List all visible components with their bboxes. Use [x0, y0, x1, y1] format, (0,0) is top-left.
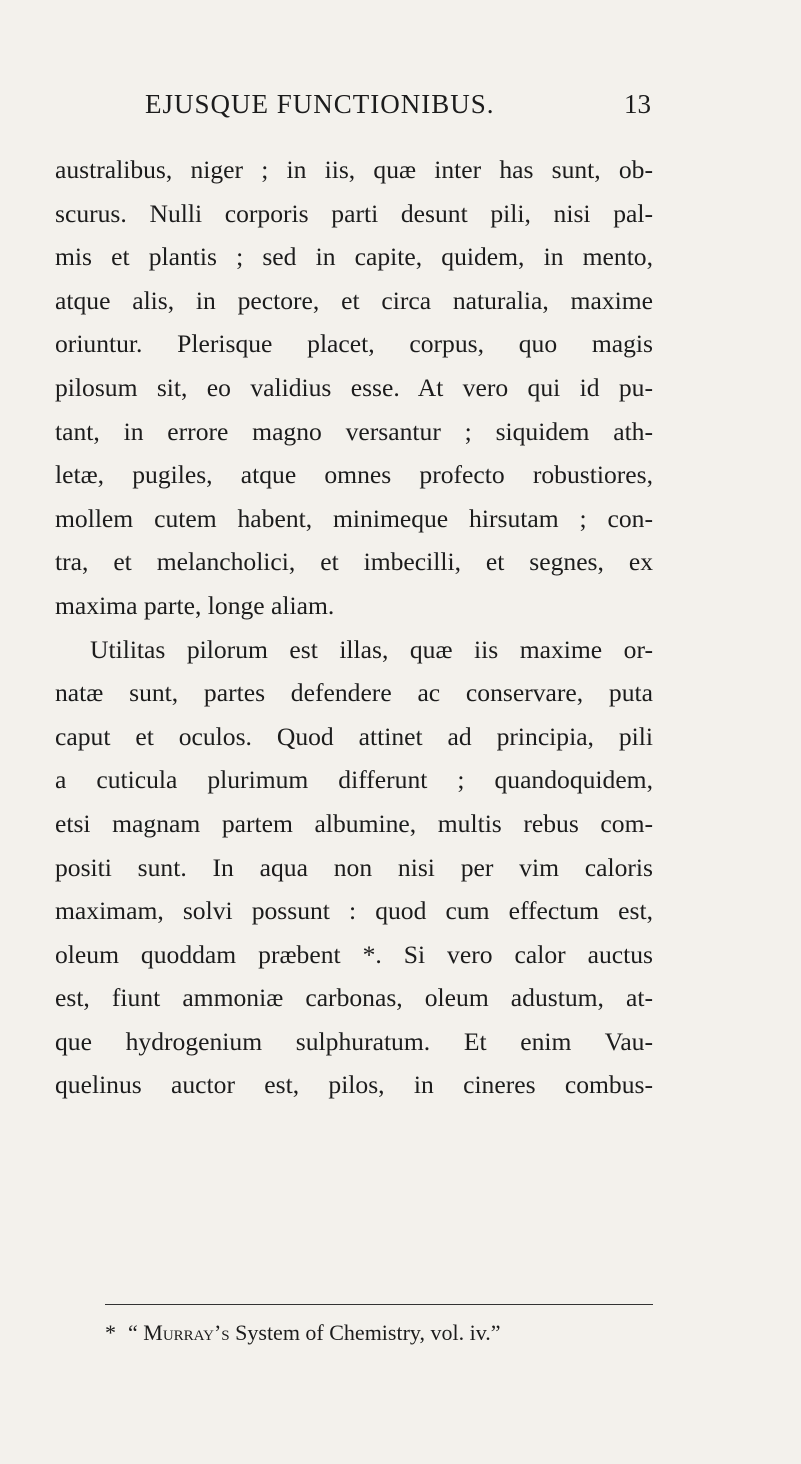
text-line: etsi magnam partem albumine, multis rebus com-	[55, 808, 653, 838]
text-line: caput et oculos. Quod attinet ad principia, pili	[55, 721, 653, 751]
text-line: maxima parte, longe aliam.	[55, 590, 335, 620]
footnote	[105, 1316, 705, 1350]
text-line: australibus, niger ; in iis, quæ inter has sunt, ob-	[55, 155, 653, 184]
text-line: que hydrogenium sulphuratum. Et enim Vau-	[55, 1026, 653, 1056]
text-line: natæ sunt, partes defendere ac conservare, puta	[55, 678, 653, 708]
text-line: quelinus auctor est, pilos, in cineres combus-	[55, 1070, 653, 1100]
text-line: atque alis, in pectore, et circa naturalia, maxime	[55, 285, 653, 315]
text-line: Utilitas pilorum est illas, quæ iis maxime or-	[90, 634, 653, 664]
text-line: tra, et melancholici, et imbecilli, et segnes, ex	[55, 547, 653, 577]
footnote-divider	[105, 1304, 653, 1305]
running-title: EJUSQUE FUNCTIONIBUS.	[145, 89, 495, 119]
text-line: positi sunt. In aqua non nisi per vim caloris	[55, 852, 653, 882]
text-line: scurus. Nulli corporis parti desunt pili, nisi pal-	[55, 198, 653, 228]
footnote-marker: *	[105, 1320, 116, 1345]
paragraph-1	[55, 148, 653, 628]
text-line: mollem cutem habent, minimeque hirsutam ; con-	[55, 503, 653, 533]
text-line: oleum quoddam præbent *. Si vero calor auctus	[55, 939, 653, 969]
body-text	[55, 148, 653, 1107]
footnote-author: Murray’s	[143, 1320, 230, 1345]
text-line: maximam, solvi possunt : quod cum effectum est,	[55, 896, 653, 926]
footnote-quote-mark: “	[128, 1320, 138, 1345]
text-line: est, fiunt ammoniæ carbonas, oleum adustum, at-	[55, 983, 653, 1013]
text-line: pilosum sit, eo validius esse. At vero qui id pu-	[55, 372, 653, 402]
text-line: oriuntur. Plerisque placet, corpus, quo magis	[55, 329, 653, 359]
footnote-text: System of Chemistry, vol. iv.”	[235, 1320, 501, 1345]
page-number: 13	[624, 89, 651, 119]
text-line: tant, in errore magno versantur ; siquidem ath-	[55, 416, 653, 446]
paragraph-2	[55, 628, 653, 1108]
running-head	[145, 84, 651, 124]
text-line: letæ, pugiles, atque omnes profecto robustiores,	[55, 460, 653, 490]
text-line: a cuticula plurimum differunt ; quandoquidem,	[55, 765, 653, 795]
text-line: mis et plantis ; sed in capite, quidem, in mento,	[55, 242, 653, 272]
